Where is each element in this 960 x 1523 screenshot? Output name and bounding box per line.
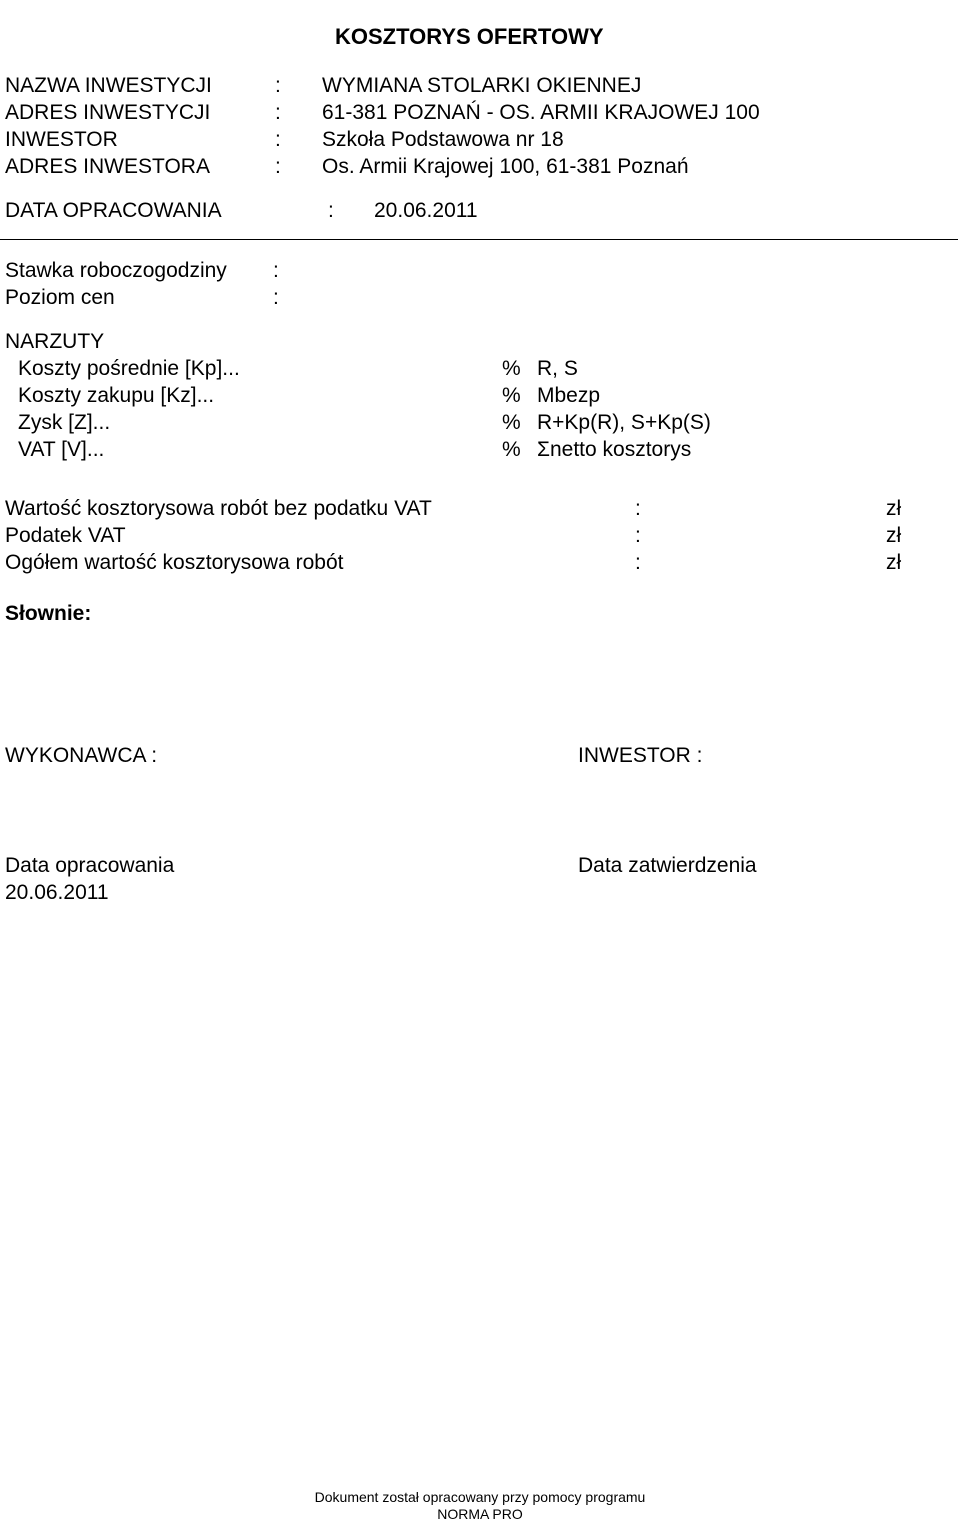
narzut-label: Zysk [Z]... bbox=[18, 411, 111, 434]
document-title: KOSZTORYS OFERTOWY bbox=[335, 24, 604, 49]
narzut-unit: % bbox=[502, 384, 521, 407]
total-gross-label: Ogółem wartość kosztorysowa robót bbox=[5, 551, 344, 574]
approved-date-label: Data zatwierdzenia bbox=[578, 854, 757, 877]
total-net-sep: : bbox=[635, 497, 641, 520]
date-label: DATA OPRACOWANIA bbox=[5, 199, 222, 222]
vat-sep: : bbox=[635, 524, 641, 547]
total-gross-currency: zł bbox=[886, 551, 902, 574]
investment-address-label: ADRES INWESTYCJI bbox=[5, 101, 211, 124]
narzut-label: Koszty pośrednie [Kp]... bbox=[18, 357, 240, 380]
footer-line-1: Dokument został opracowany przy pomocy programu bbox=[314, 1489, 646, 1505]
narzut-basis: R, S bbox=[537, 357, 578, 380]
price-level-label: Poziom cen bbox=[5, 286, 115, 309]
total-gross-sep: : bbox=[635, 551, 641, 574]
date-sep: : bbox=[328, 199, 334, 222]
investment-address-sep: : bbox=[275, 101, 281, 124]
investment-name-value: WYMIANA STOLARKI OKIENNEJ bbox=[322, 74, 642, 97]
narzut-label: Koszty zakupu [Kz]... bbox=[18, 384, 215, 407]
investor-value: Szkoła Podstawowa nr 18 bbox=[322, 128, 564, 151]
in-words-label: Słownie: bbox=[5, 602, 92, 625]
narzut-basis: R+Kp(R), S+Kp(S) bbox=[537, 411, 711, 434]
divider-line bbox=[0, 239, 958, 240]
date-value: 20.06.2011 bbox=[374, 199, 478, 222]
investor-signature-label: INWESTOR : bbox=[578, 744, 703, 767]
prepared-date-label: Data opracowania bbox=[5, 854, 175, 877]
narzut-basis: Mbezp bbox=[537, 384, 601, 407]
price-level-sep: : bbox=[273, 286, 279, 309]
investor-address-sep: : bbox=[275, 155, 281, 178]
total-net-currency: zł bbox=[886, 497, 902, 520]
narzuty-heading: NARZUTY bbox=[5, 330, 105, 353]
hourly-rate-sep: : bbox=[273, 259, 279, 282]
footer-line-2: NORMA PRO bbox=[437, 1506, 523, 1522]
vat-currency: zł bbox=[886, 524, 902, 547]
narzut-unit: % bbox=[502, 411, 521, 434]
investor-address-label: ADRES INWESTORA bbox=[5, 155, 210, 178]
hourly-rate-label: Stawka roboczogodziny bbox=[5, 259, 227, 282]
investor-label: INWESTOR bbox=[5, 128, 118, 151]
narzut-label: VAT [V]... bbox=[18, 438, 105, 461]
total-net-label: Wartość kosztorysowa robót bez podatku VAT bbox=[5, 497, 432, 520]
prepared-date-value: 20.06.2011 bbox=[5, 881, 109, 904]
investment-name-label: NAZWA INWESTYCJI bbox=[5, 74, 212, 97]
narzut-unit: % bbox=[502, 357, 521, 380]
investor-address-value: Os. Armii Krajowej 100, 61-381 Poznań bbox=[322, 155, 689, 178]
investment-address-value: 61-381 POZNAŃ - OS. ARMII KRAJOWEJ 100 bbox=[322, 101, 760, 124]
vat-label: Podatek VAT bbox=[5, 524, 126, 547]
investment-name-sep: : bbox=[275, 74, 281, 97]
narzut-unit: % bbox=[502, 438, 521, 461]
contractor-label: WYKONAWCA : bbox=[5, 744, 158, 767]
narzut-basis: Σnetto kosztorys bbox=[537, 438, 692, 461]
investor-sep: : bbox=[275, 128, 281, 151]
